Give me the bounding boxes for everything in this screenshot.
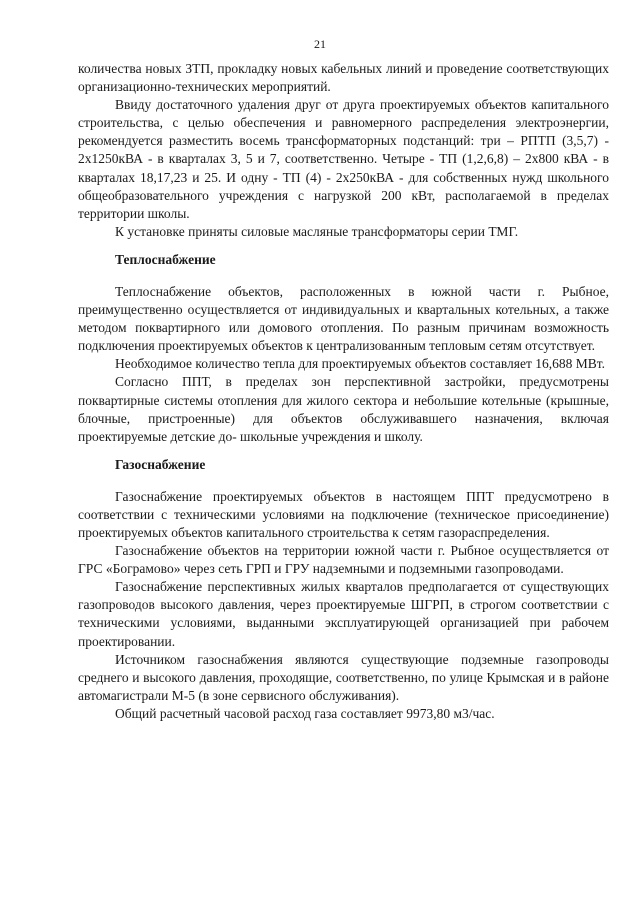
- paragraph: К установке приняты силовые масляные трансформаторы серии ТМГ.: [115, 223, 519, 239]
- paragraph: Газоснабжение объектов на территории южной части г. Рыбное осуществляется от ГРС «Бограмово» через сеть ГРП и ГРУ надземными и подземными газопроводами.: [78, 543, 609, 577]
- paragraph: Газоснабжение проектируемых объектов в настоящем ППТ предусмотрено в соответствии с техническими условиями на подключение (техническое присоединение) проектируемых объектов капитального строительства к сетям газораспределения.: [78, 488, 609, 540]
- paragraph: Ввиду достаточного удаления друг от друга проектируемых объектов капитального строительства, с целью обеспечения и равномерного распределения электроэнергии, рекомендуется разместить восемь трансформаторных подстанций: три – РПТП (3,5,7) - 2х1250кВА - в кварталах 3, 5 и 7, соответственно. Четыре - ТП (1,2,6,8) – 2х800 кВА - в кварталах 18,17,23 и 25. И одну - ТП (4) - 2х250кВА - для собственных нужд школьного общеобразовательного учреждения с нагрузкой 200 кВт, располагаемой в пределах территории школы.: [78, 97, 609, 221]
- paragraph: количества новых ЗТП, прокладку новых кабельных линий и проведение соответствующих организационно-технических мероприятий.: [78, 61, 609, 95]
- paragraph: Теплоснабжение объектов, расположенных в южной части г. Рыбное, преимущественно осуществляется от индивидуальных и квартальных котельных, а также методом поквартирного или домового отопления. По разным причинам возможность подключения проектируемых объектов к централизованным тепловым сетям отсутствует.: [78, 283, 609, 354]
- paragraph: Газоснабжение перспективных жилых кварталов предполагается от существующих газопроводов высокого давления, через проектируемые ШГРП, в строгом соответствии с техническими условиями, выданными эксплуатирующей организацией при рабочем проектировании.: [78, 579, 609, 649]
- section-heading-heat: Теплоснабжение: [115, 251, 216, 267]
- paragraph: Необходимое количество тепла для проектируемых объектов составляет 16,688 МВт.: [115, 356, 606, 372]
- paragraph: Общий расчетный часовой расход газа составляет 9973,80 м3/час.: [115, 705, 495, 721]
- paragraph: Источником газоснабжения являются существующие подземные газопроводы среднего и высокого давления, проходящие, соответственно, по улице Крымская и в районе автомагистрали М-5 (в зоне сервисного обслуживания).: [78, 651, 609, 703]
- paragraph: Согласно ППТ, в пределах зон перспективной застройки, предусмотрены поквартирные системы отопления для жилого сектора и небольшие котельные (крышные, блочные, пристроенные) для объектов обслуживавшего назначения, включая проектируемые детские до- школьные учреждения и школу.: [78, 374, 609, 444]
- section-heading-gas: Газоснабжение: [115, 456, 206, 472]
- document-body: [78, 60, 609, 723]
- page-number: 21: [314, 37, 326, 51]
